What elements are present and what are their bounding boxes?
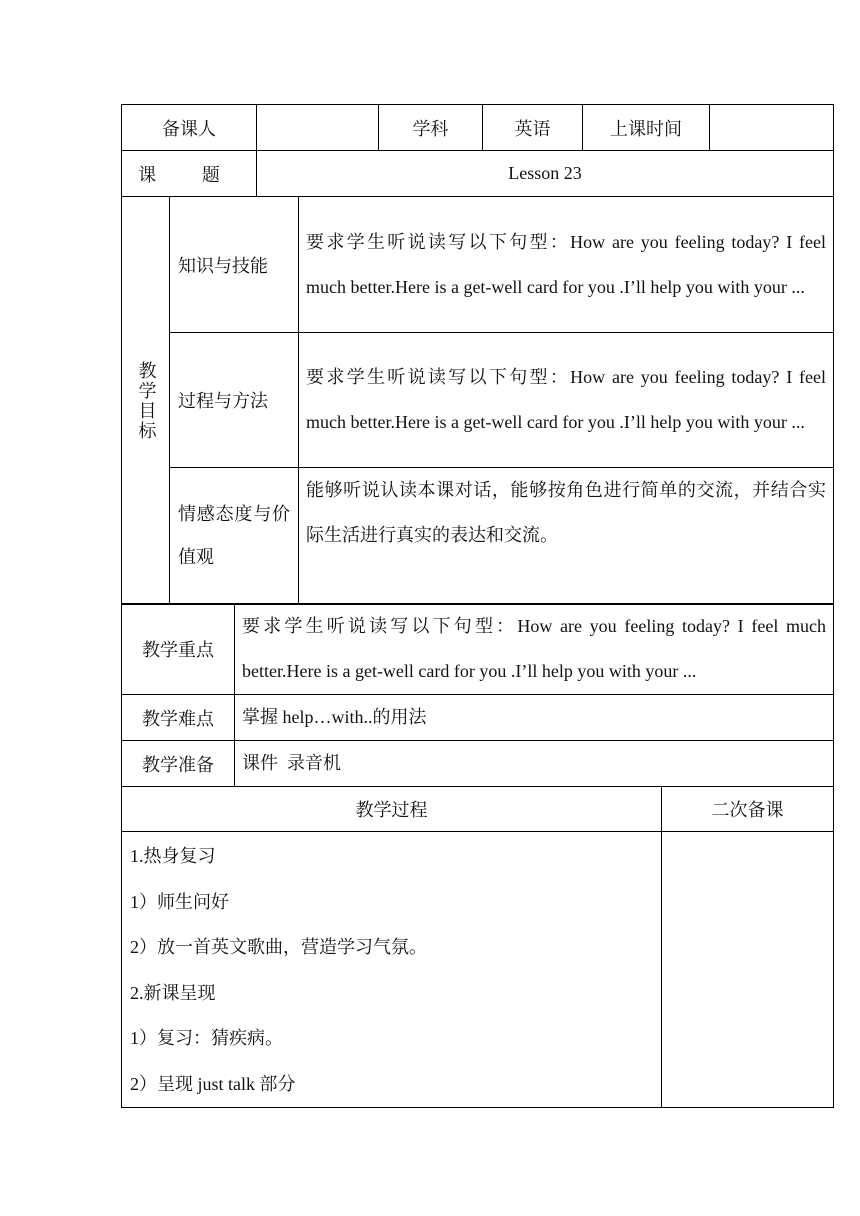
class-time-label: 上课时间 — [583, 105, 710, 151]
process-content — [122, 832, 662, 1108]
process-line: 2）放一首英文歌曲，营造学习气氛。 — [130, 937, 427, 957]
second-prep-content — [662, 832, 834, 1108]
subject-value: 英语 — [483, 105, 583, 151]
teaching-process-table — [121, 786, 834, 1108]
objective-label-attitude: 情感态度与价值观 — [170, 468, 299, 605]
objective-text-process: 要求学生听说读写以下句型：How are you feeling today? I feel much better.Here is a get-well card for you .I’ll help you with your ... — [299, 333, 834, 468]
second-prep-header: 二次备课 — [662, 787, 834, 832]
objectives-group-label: 教学目标 — [122, 197, 170, 605]
teaching-focus-table — [121, 603, 834, 787]
objective-label-process: 过程与方法 — [170, 333, 299, 468]
process-line: 1）师生问好 — [130, 891, 229, 912]
difficulties-label: 教学难点 — [122, 695, 235, 741]
preparer-value — [257, 105, 379, 151]
lesson-info-table — [121, 104, 834, 605]
objective-text-knowledge: 要求学生听说读写以下句型：How are you feeling today? I feel much better.Here is a get-well card for you .I’ll help you with your ... — [299, 197, 834, 333]
process-line: 1）复习：猜疾病。 — [130, 1028, 283, 1048]
topic-value: Lesson 23 — [257, 151, 834, 197]
process-line: 1.热身复习 — [130, 846, 216, 866]
objective-text-attitude: 能够听说认读本课对话，能够按角色进行简单的交流，并结合实际生活进行真实的表达和交流。 — [299, 468, 834, 605]
subject-label: 学科 — [379, 105, 483, 151]
preparer-label: 备课人 — [122, 105, 257, 151]
process-line: 2）呈现 just talk 部分 — [130, 1073, 296, 1094]
preparation-label: 教学准备 — [122, 741, 235, 787]
process-line: 2.新课呈现 — [130, 982, 216, 1003]
topic-label: 课 题 — [122, 151, 257, 197]
difficulties-text: 掌握 help…with..的用法 — [235, 695, 834, 741]
process-header: 教学过程 — [122, 787, 662, 832]
preparation-text: 课件 录音机 — [235, 741, 834, 787]
key-points-text: 要求学生听说读写以下句型：How are you feeling today? I feel much better.Here is a get-well card for you .I’ll help you with your ... — [235, 604, 834, 695]
objective-label-knowledge: 知识与技能 — [170, 197, 299, 333]
class-time-value — [710, 105, 834, 151]
key-points-label: 教学重点 — [122, 604, 235, 695]
